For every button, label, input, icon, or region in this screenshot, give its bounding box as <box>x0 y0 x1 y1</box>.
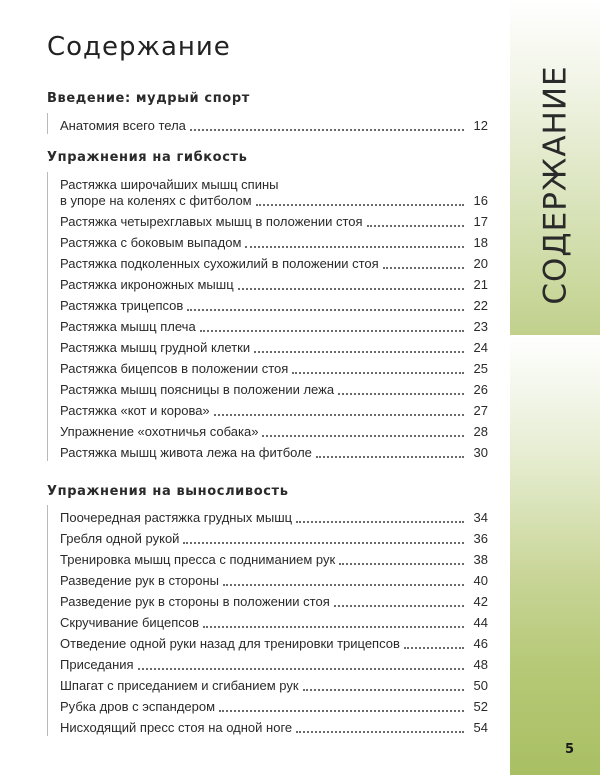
section-heading-endurance: Упражнения на выносливость <box>47 484 289 499</box>
dot-leader <box>334 605 464 607</box>
toc-entry-title: Разведение рук в стороны <box>60 573 220 588</box>
toc-entry-title: Поочередная растяжка грудных мышц <box>60 510 293 525</box>
toc-entry-page: 23 <box>473 319 488 334</box>
toc-entry-title: Шпагат с приседанием и сгибанием рук <box>60 678 299 693</box>
toc-entry-page: 20 <box>473 256 488 271</box>
toc-entry[interactable] <box>48 272 488 293</box>
toc-entry-title: Нисходящий пресс стоя на одной ноге <box>60 720 293 735</box>
side-label <box>528 60 584 310</box>
toc-entry[interactable] <box>48 547 488 568</box>
toc-entry-page: 30 <box>473 445 488 460</box>
side-label-text: СОДЕРЖАНИЕ <box>538 65 575 305</box>
toc-entry[interactable] <box>48 652 488 673</box>
toc-entry[interactable] <box>48 526 488 547</box>
section-heading-flexibility: Упражнения на гибкость <box>47 150 248 165</box>
dot-leader <box>138 668 464 670</box>
toc-entry-title: Растяжка мышц поясницы в положении лежа <box>60 382 335 397</box>
toc-entry[interactable] <box>48 230 488 251</box>
dot-leader <box>338 393 464 395</box>
toc-entry-page: 40 <box>473 573 488 588</box>
toc-entry[interactable] <box>48 314 488 335</box>
section-heading-intro: Введение: мудрый спорт <box>47 91 250 106</box>
dot-leader <box>190 129 464 131</box>
toc-entry[interactable] <box>48 113 488 134</box>
dot-leader <box>200 330 464 332</box>
toc-entry[interactable] <box>48 589 488 610</box>
toc-entry-page: 26 <box>473 382 488 397</box>
toc-entry-title: Анатомия всего тела <box>60 118 186 133</box>
dot-leader <box>316 456 464 458</box>
toc-entry[interactable] <box>48 356 488 377</box>
toc-entry-title: Растяжка четырехглавых мышц в положении стоя <box>60 214 363 229</box>
toc-entry-page: 46 <box>473 636 488 651</box>
toc-entry[interactable] <box>48 505 488 526</box>
toc-entry-title: Растяжка мышц грудной клетки <box>60 340 251 355</box>
toc-entry-page: 38 <box>473 552 488 567</box>
side-gradient-band-bottom <box>510 335 600 775</box>
toc-entry-page: 12 <box>473 118 488 133</box>
toc-entry-page: 24 <box>473 340 488 355</box>
toc-entry-page: 54 <box>473 720 488 735</box>
toc-entry-title: Растяжка мышц живота лежа на фитболе <box>60 445 312 460</box>
dot-leader <box>187 309 464 311</box>
dot-leader <box>339 563 464 565</box>
toc-entry-title: Скручивание бицепсов <box>60 615 200 630</box>
toc-entry-title: Отведение одной руки назад для тренировки трицепсов <box>60 636 400 651</box>
toc-entry-page: 36 <box>473 531 488 546</box>
dot-leader <box>296 521 464 523</box>
toc-entry-title: Растяжка с боковым выпадом <box>60 235 242 250</box>
toc-entry[interactable] <box>48 398 488 419</box>
toc-entry-page: 16 <box>473 193 488 208</box>
toc-entry[interactable] <box>48 440 488 461</box>
toc-entry-page: 21 <box>473 277 488 292</box>
dot-leader <box>404 647 464 649</box>
toc-entry-title: Приседания <box>60 657 134 672</box>
toc-entry-title: Растяжка бицепсов в положении стоя <box>60 361 289 376</box>
page-number: 5 <box>564 742 574 757</box>
toc-entry[interactable] <box>48 673 488 694</box>
toc-entry-page: 48 <box>473 657 488 672</box>
toc-entry-page: 42 <box>473 594 488 609</box>
dot-leader <box>254 351 464 353</box>
dot-leader <box>256 204 464 206</box>
toc-entry-title: Растяжка мышц плеча <box>60 319 196 334</box>
dot-leader <box>367 225 464 227</box>
toc-entry[interactable] <box>48 293 488 314</box>
toc-entry-title: Упражнение «охотничья собака» <box>60 424 259 439</box>
toc-entry-page: 27 <box>473 403 488 418</box>
toc-entry[interactable] <box>48 419 488 440</box>
toc-entry-title: Рубка дров с эспандером <box>60 699 216 714</box>
dot-leader <box>183 542 464 544</box>
toc-entry[interactable] <box>48 377 488 398</box>
toc-entry[interactable] <box>48 631 488 652</box>
dot-leader <box>219 710 464 712</box>
toc-entry-page: 22 <box>473 298 488 313</box>
toc-entry-title: Растяжка «кот и корова» <box>60 403 210 418</box>
toc-entry[interactable] <box>48 335 488 356</box>
dot-leader <box>303 689 464 691</box>
toc-entry-title: Растяжка подколенных сухожилий в положении стоя <box>60 256 379 271</box>
dot-leader <box>238 288 464 290</box>
toc-entry-page: 25 <box>473 361 488 376</box>
toc-entry-title: Растяжка икроножных мышц <box>60 277 234 292</box>
toc-entry-title: Гребля одной рукой <box>60 531 180 546</box>
toc-section-flexibility <box>47 172 488 461</box>
toc-entry-title: Тренировка мышц пресса с подниманием рук <box>60 552 336 567</box>
toc-entry-page: 28 <box>473 424 488 439</box>
toc-entry-title: Растяжка трицепсов <box>60 298 184 313</box>
toc-entry[interactable] <box>48 694 488 715</box>
page-title: Содержание <box>47 32 231 62</box>
toc-entry[interactable] <box>48 715 488 736</box>
toc-entry-page: 17 <box>473 214 488 229</box>
toc-entry-title: Разведение рук в стороны в положении стоя <box>60 594 330 609</box>
toc-entry[interactable] <box>48 209 488 230</box>
dot-leader <box>292 372 464 374</box>
toc-entry-title-line1: Растяжка широчайших мышц спины <box>60 177 279 192</box>
toc-entry[interactable] <box>48 610 488 631</box>
toc-entry[interactable] <box>48 251 488 272</box>
toc-entry-page: 18 <box>473 235 488 250</box>
toc-entry[interactable] <box>48 172 488 209</box>
toc-entry[interactable] <box>48 568 488 589</box>
dot-leader <box>223 584 464 586</box>
toc-entry-page: 34 <box>473 510 488 525</box>
dot-leader <box>203 626 464 628</box>
dot-leader <box>214 414 464 416</box>
dot-leader <box>296 731 464 733</box>
dot-leader <box>262 435 464 437</box>
toc-entry-title: в упоре на коленях с фитболом <box>60 193 252 208</box>
dot-leader <box>383 267 464 269</box>
toc-section-intro <box>47 113 488 134</box>
toc-section-endurance <box>47 505 488 736</box>
toc-entry-page: 50 <box>473 678 488 693</box>
dot-leader <box>245 246 464 248</box>
toc-entry-page: 52 <box>473 699 488 714</box>
toc-entry-page: 44 <box>473 615 488 630</box>
